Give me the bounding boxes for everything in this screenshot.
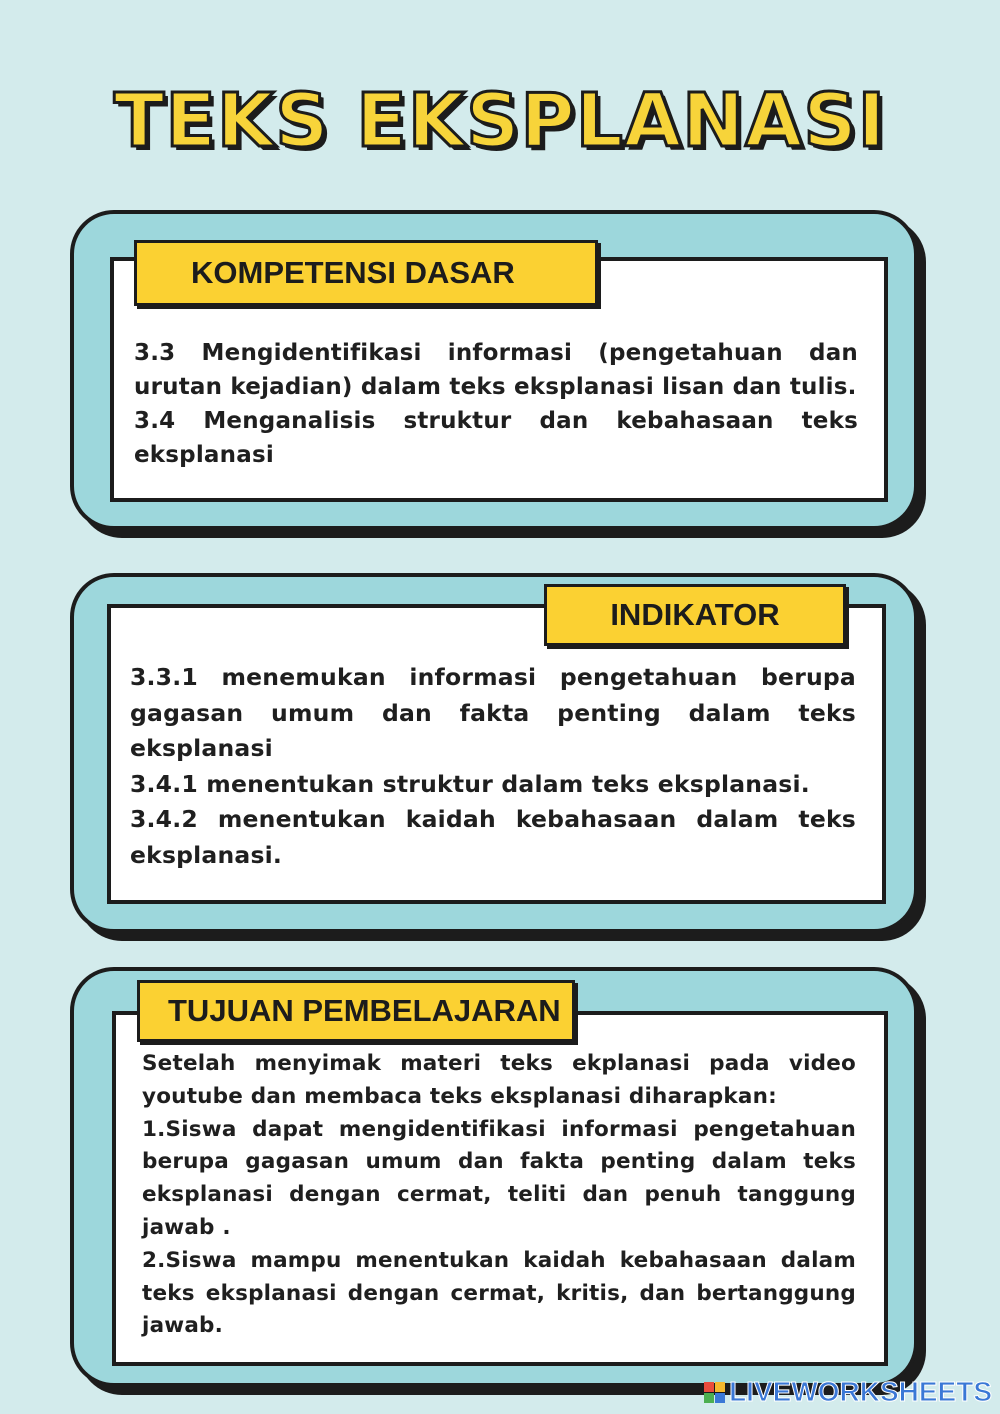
kompetensi-item: 3.4 Menganalisis struktur dan kebahasaan teks eksplanasi (134, 408, 858, 468)
tujuan-item: 2.Siswa mampu menentukan kaidah kebahasaan dalam teks eksplanasi dengan cermat, kritis, dan bertanggung jawab. (142, 1247, 856, 1339)
kompetensi-heading (134, 240, 598, 306)
indikator-item: 3.3.1 menemukan informasi pengetahuan berupa gagasan umum dan fakta penting dalam teks eksplanasi (130, 663, 856, 762)
tujuan-item: 1.Siswa dapat mengidentifikasi informasi pengetahuan berupa gagasan umum dan fakta penting dalam teks eksplanasi dengan cermat, teliti dan penuh tanggung jawab . (142, 1116, 856, 1240)
tujuan-body (142, 1048, 856, 1343)
tujuan-heading-label: TUJUAN PEMBELAJARAN (168, 993, 561, 1028)
indikator-heading (544, 584, 846, 646)
indikator-body (130, 660, 856, 873)
tujuan-intro: Setelah menyimak materi teks ekplanasi pada video youtube dan membaca teks eksplanasi diharapkan: (142, 1051, 856, 1109)
indikator-heading-label: INDIKATOR (610, 597, 780, 632)
watermark-text: LIVEWORKSHEETS (729, 1376, 992, 1407)
tujuan-heading (137, 980, 575, 1042)
page-title: TEKS EKSPLANASI (113, 78, 887, 164)
kompetensi-heading-label: KOMPETENSI DASAR (191, 255, 515, 290)
indikator-item: 3.4.1 menentukan struktur dalam teks eksplanasi. (130, 769, 810, 798)
liveworksheets-logo-icon (704, 1382, 725, 1403)
kompetensi-body (134, 336, 858, 472)
kompetensi-item: 3.3 Mengidentifikasi informasi (pengetahuan dan urutan kejadian) dalam teks eksplanasi lisan dan tulis. (134, 340, 858, 400)
indikator-item: 3.4.2 menentukan kaidah kebahasaan dalam teks eksplanasi. (130, 805, 856, 869)
liveworksheets-watermark (704, 1376, 992, 1408)
